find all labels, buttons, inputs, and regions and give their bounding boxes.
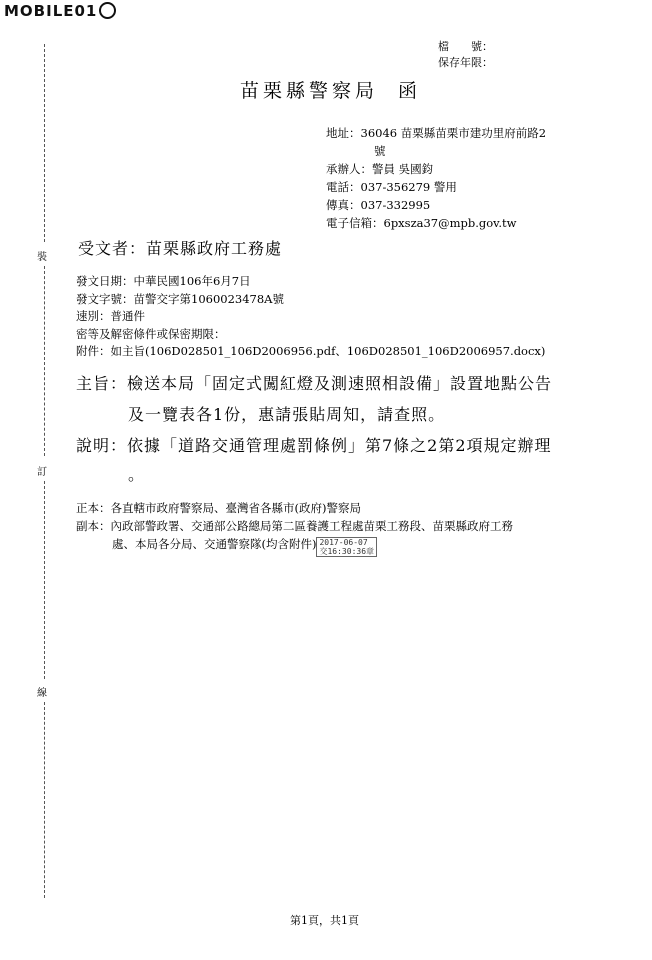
- explanation-line-2: 。: [128, 465, 146, 484]
- fax-line: 傳真：037-332995: [326, 198, 431, 212]
- subject-line-2: 及一覽表各1份，惠請張貼周知，請查照。: [128, 405, 446, 424]
- contact-block: [326, 124, 546, 232]
- issue-number: 發文字號：苗警交字第1060023478A號: [76, 291, 284, 306]
- binding-dashed-line-mid: [44, 266, 45, 456]
- recipient: 受文者：苗栗縣政府工務處: [78, 239, 283, 258]
- secrecy-level: 密等及解密條件或保密期限：: [76, 326, 226, 341]
- email-line: 電子信箱：6pxsza37@mpb.gov.tw: [326, 216, 517, 230]
- retention-label: 保存年限：: [438, 56, 493, 69]
- handler-line: 承辦人：警員 吳國鈞: [326, 162, 434, 176]
- address-line-cont: 號: [374, 144, 386, 158]
- duplicate-recipients: 副本：內政部警政署、交通部公路總局第二區養護工程處苗栗工務段、苗栗縣政府工務: [76, 519, 513, 533]
- document-type: 函: [398, 80, 422, 102]
- binding-label-bottom: 線: [37, 684, 47, 699]
- document-title: [240, 76, 421, 103]
- issue-date: 發文日期：中華民國106年6月7日: [76, 274, 251, 288]
- binding-dashed-line-bottom: [44, 702, 45, 898]
- binding-dashed-line-lower: [44, 481, 45, 679]
- speed-class: 速別：普通件: [76, 309, 145, 323]
- mobile01-watermark-logo: MOBILE01: [4, 2, 116, 20]
- phone-line: 電話：037-356279 警用: [326, 180, 457, 194]
- file-number-label: 檔 號：: [438, 40, 493, 53]
- duplicate-recipients-cont: 處、本局各分局、交通警察隊(均含附件) 2017-06-07 交16:30:36章: [76, 535, 513, 557]
- attachment: 附件：如主旨(106D028501_106D2006956.pdf、106D028501_106D2006957.docx): [76, 344, 546, 358]
- original-recipients: 正本：各直轄市政府警察局、臺灣省各縣市(政府)警察局: [76, 501, 361, 515]
- subject-line-1: 主旨：檢送本局「固定式闖紅燈及測速照相設備」設置地點公告: [76, 374, 553, 393]
- copies-block: [76, 499, 513, 557]
- binding-label-top: 裝: [37, 248, 47, 263]
- binding-label-middle: 訂: [37, 463, 47, 478]
- binding-dashed-line-top: [44, 44, 45, 242]
- address-line: 地址：36046 苗栗縣苗栗市建功里府前路2: [326, 126, 547, 140]
- agency-name: 苗栗縣警察局: [240, 80, 379, 102]
- page-footer: 第1頁，共1頁: [290, 914, 359, 927]
- issue-block: [76, 273, 545, 361]
- explanation-line-1: 說明：依據「道路交通管理處罰條例」第7條之2第2項規定辦理: [76, 436, 552, 455]
- receipt-stamp: 2017-06-07 交16:30:36章: [316, 537, 377, 557]
